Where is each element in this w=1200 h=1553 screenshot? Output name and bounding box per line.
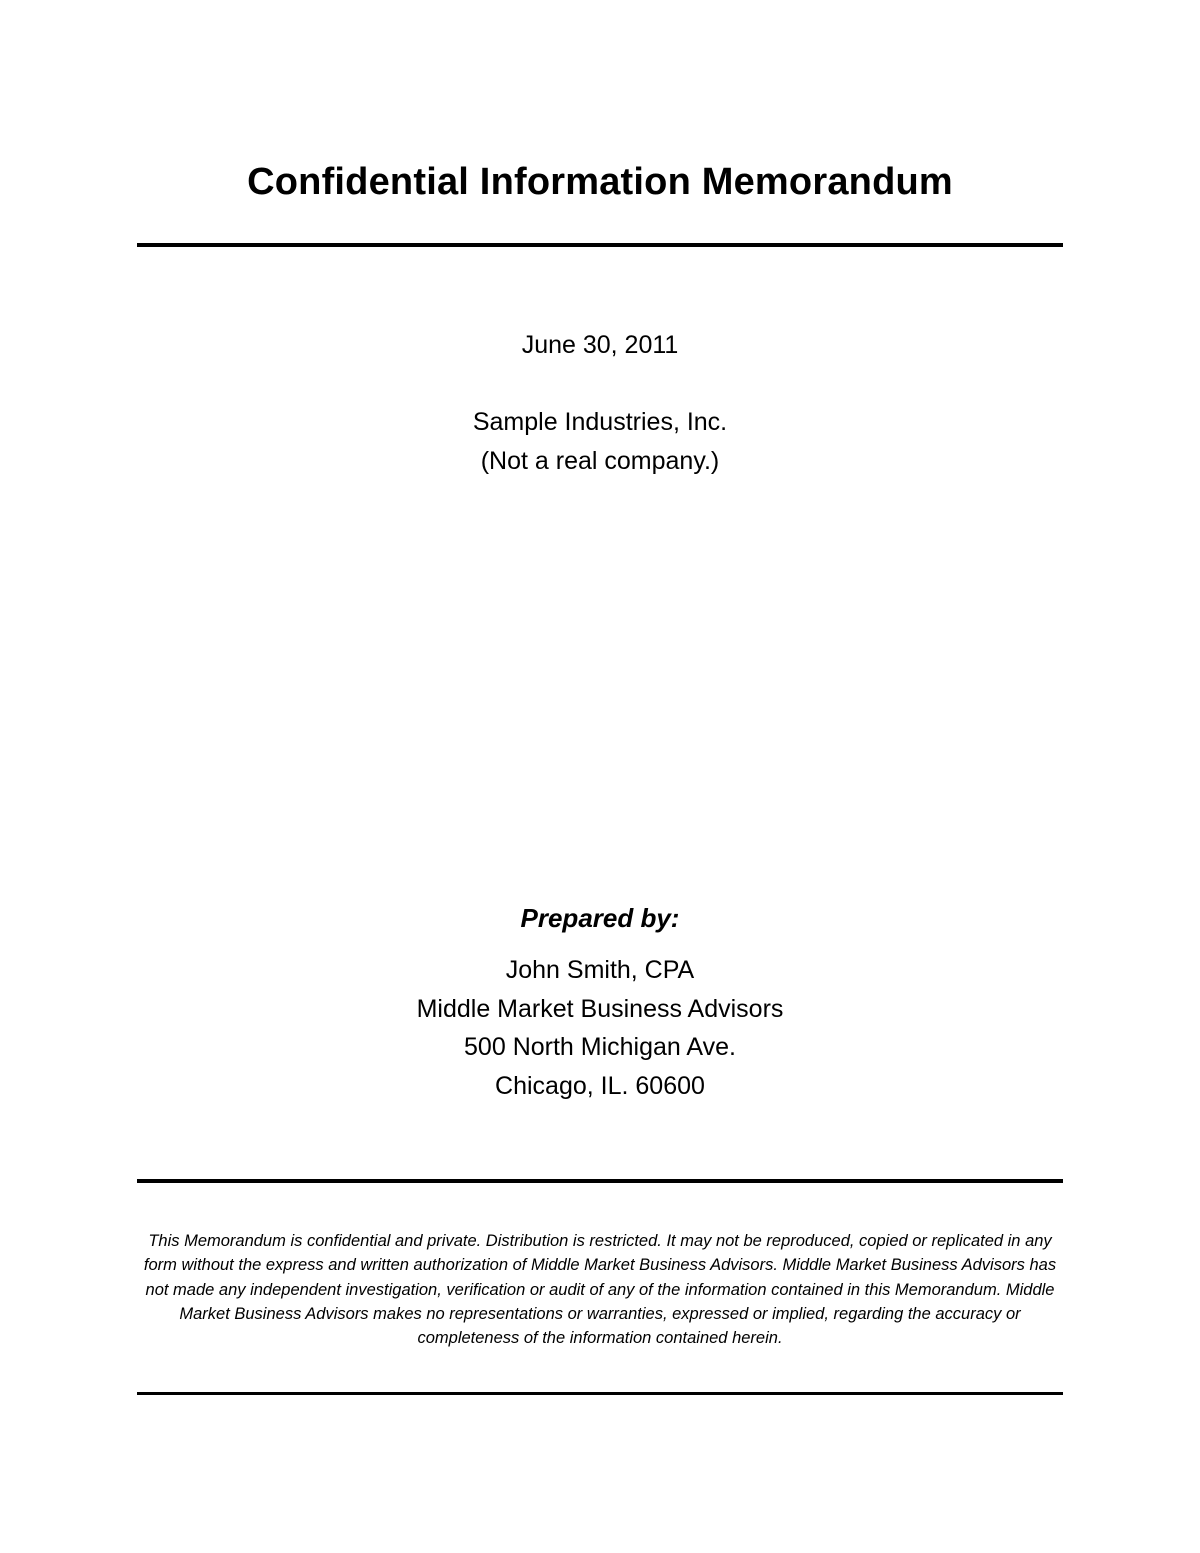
- preparer-block: [0, 951, 1200, 1105]
- document-date: June 30, 2011: [521, 331, 679, 359]
- disclaimer-top-divider: [137, 1179, 1063, 1183]
- preparer-street: 500 North Michigan Ave.: [464, 1033, 736, 1061]
- preparer-name: John Smith, CPA: [505, 956, 695, 984]
- disclaimer-text: This Memorandum is confidential and private. Distribution is restricted. It may not be reproduced, copied or replicated in any form without the express and written authorization of Middle Market Business Advisors. Middle Market Business Advisors has not made any independent investigation, verification or audit of any of the information contained in this Memorandum. Middle Market Business Advisors makes no representations or warranties, expressed or implied, regarding the accuracy or completeness of the information contained herein.: [143, 1232, 1057, 1348]
- title-divider: [137, 243, 1063, 247]
- prepared-by-label: Prepared by:: [520, 903, 680, 933]
- company-name: Sample Industries, Inc.: [472, 408, 728, 436]
- preparer-firm: Middle Market Business Advisors: [416, 994, 784, 1023]
- document-title: Confidential Information Memorandum: [247, 161, 953, 203]
- disclaimer-bottom-divider: [137, 1392, 1063, 1395]
- company-note: (Not a real company.): [480, 447, 720, 475]
- preparer-city: Chicago, IL. 60600: [495, 1071, 705, 1100]
